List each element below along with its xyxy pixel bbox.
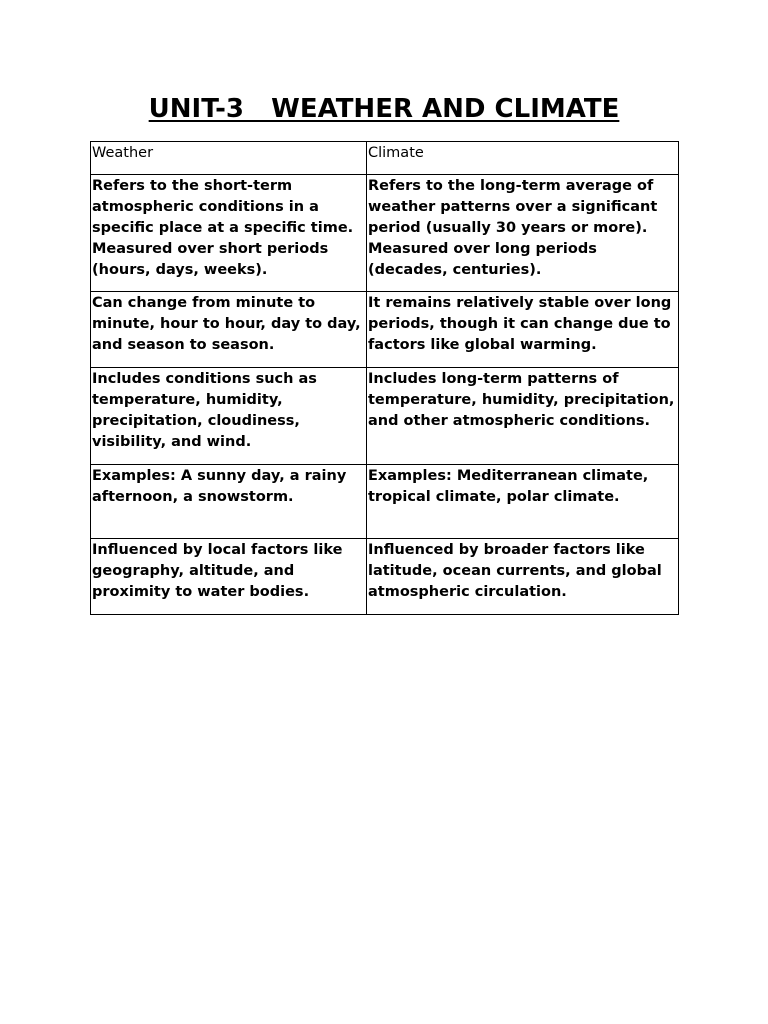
table-row [91,175,679,292]
header-climate: Climate [367,142,679,175]
header-weather: Weather [91,142,367,175]
page-title-text: UNIT-3 WEATHER AND CLIMATE [148,94,620,124]
table-row [91,465,679,539]
climate-definition-cell: Refers to the long-term average of weather patterns over a significant period (usually 30 years or more). Measured over long periods (decades, centuries). [367,175,679,292]
weather-climate-comparison-table [90,141,679,615]
weather-conditions-cell: Includes conditions such as temperature, humidity, precipitation, cloudiness, visibility, and wind. [91,368,367,465]
weather-variability-cell: Can change from minute to minute, hour to hour, day to day, and season to season. [91,292,367,368]
climate-conditions-cell: Includes long-term patterns of temperature, humidity, precipitation, and other atmospheric conditions. [367,368,679,465]
table-row [91,368,679,465]
weather-definition-cell: Refers to the short-term atmospheric conditions in a specific place at a specific time. Measured over short periods (hours, days, weeks). [91,175,367,292]
climate-variability-cell: It remains relatively stable over long periods, though it can change due to factors like global warming. [367,292,679,368]
table-header-row [91,142,679,175]
table-row [91,292,679,368]
climate-examples-cell: Examples: Mediterranean climate, tropical climate, polar climate. [367,465,679,539]
table-row [91,539,679,615]
climate-influences-cell: Influenced by broader factors like latitude, ocean currents, and global atmospheric circulation. [367,539,679,615]
page-title [0,92,768,126]
weather-influences-cell: Influenced by local factors like geography, altitude, and proximity to water bodies. [91,539,367,615]
weather-examples-cell: Examples: A sunny day, a rainy afternoon, a snowstorm. [91,465,367,539]
